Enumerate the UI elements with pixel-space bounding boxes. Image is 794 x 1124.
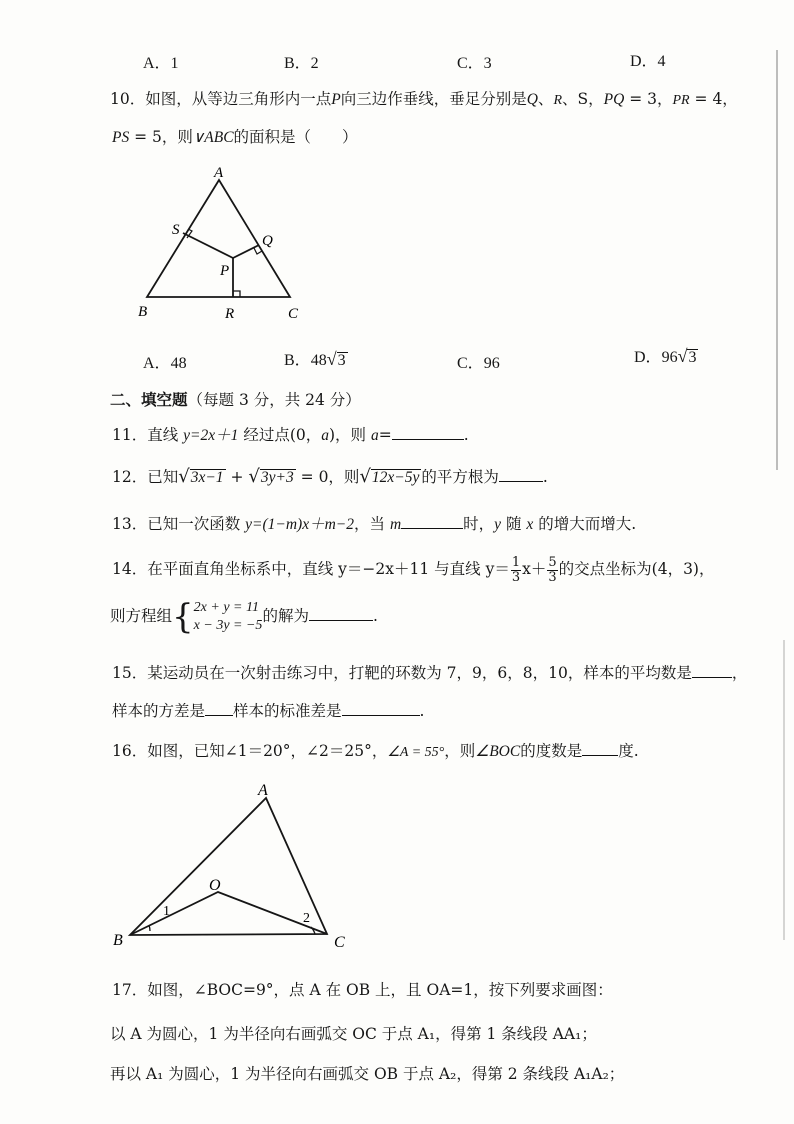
q13-text: 随 bbox=[501, 515, 527, 533]
q15-text: 15．某运动员在一次射击练习中，打靶的环数为 7，9，6，8，10，样本的平均数是 bbox=[112, 664, 692, 682]
option-value: 48 bbox=[170, 355, 187, 372]
section-heading bbox=[110, 388, 361, 410]
frac-denominator: 3 bbox=[511, 569, 521, 585]
q12-text: 12．已知 bbox=[112, 468, 179, 486]
label-q: Q bbox=[262, 233, 273, 249]
question-13 bbox=[112, 512, 636, 534]
q11-expression: y=2x＋1 bbox=[183, 427, 239, 444]
question-14-line2 bbox=[110, 597, 378, 638]
question-17-line3: 再以 A₁ 为圆心，1 为半径向右画弧交 OB 于点 A₂，得第 2 条线段 A₁A₂； bbox=[110, 1065, 625, 1083]
q11-eq: = bbox=[378, 426, 392, 444]
label-p: P bbox=[220, 263, 230, 279]
system-brace: { bbox=[172, 597, 194, 638]
answer-blank[interactable] bbox=[582, 740, 618, 756]
q15-end: . bbox=[419, 702, 425, 720]
q10-pq: PQ bbox=[603, 91, 625, 108]
radical-sign: √ bbox=[359, 466, 371, 487]
question-10-line2 bbox=[112, 125, 358, 147]
question-10-line1 bbox=[110, 87, 738, 109]
label-angle-1: 1 bbox=[163, 904, 170, 919]
q10-pq-value: = 3， bbox=[624, 90, 673, 108]
q13-text: 的增大而增大. bbox=[533, 515, 637, 533]
label-angle-2: 2 bbox=[303, 911, 310, 926]
q9-option-d: D．4 bbox=[630, 53, 666, 70]
q16-end: 度. bbox=[618, 742, 639, 760]
radicand-1: 3x−1 bbox=[190, 469, 224, 486]
frac-denominator: 3 bbox=[548, 569, 557, 585]
q10-point-p: P bbox=[331, 91, 341, 108]
q9-option-c: C．3 bbox=[457, 55, 492, 72]
radicand: 3 bbox=[337, 352, 346, 369]
question-16 bbox=[112, 739, 639, 761]
q13-var-y: y bbox=[494, 516, 502, 533]
q16-text: 16．如图，已知∠1＝20°，∠2＝25°， bbox=[112, 742, 388, 760]
answer-blank[interactable] bbox=[692, 662, 732, 678]
q11-text: 11．直线 bbox=[112, 426, 184, 444]
option-value: 96 bbox=[483, 355, 500, 372]
answer-blank[interactable] bbox=[342, 700, 420, 716]
option-value: 48 bbox=[310, 352, 327, 369]
q16-text: 的度数是 bbox=[520, 742, 583, 760]
q12-end: . bbox=[542, 468, 548, 486]
radicand-3: 12x−5y bbox=[371, 469, 420, 486]
option-letter: A． bbox=[143, 355, 171, 372]
q10-point-r: R bbox=[553, 93, 562, 108]
q13-text: ，当 bbox=[354, 515, 390, 533]
fraction-five-thirds bbox=[547, 556, 557, 584]
equation-system bbox=[194, 599, 263, 635]
q10-ps-value: = 5，则 bbox=[129, 128, 193, 146]
q14-text: 的解为 bbox=[262, 607, 309, 626]
q14-end: . bbox=[372, 607, 378, 626]
label-a: A bbox=[258, 782, 268, 799]
answer-blank[interactable] bbox=[309, 605, 373, 621]
q14-text: 则方程组 bbox=[110, 607, 173, 626]
q9-option-a: A．1 bbox=[143, 55, 179, 72]
q11-end: . bbox=[463, 426, 469, 444]
option-value: 96 bbox=[661, 349, 678, 366]
triangle-abc bbox=[130, 798, 327, 935]
q16-angle-boc: ∠BOC bbox=[475, 743, 521, 760]
question-12 bbox=[112, 465, 548, 487]
q10-ps: PS bbox=[112, 129, 130, 146]
radical-sign: √ bbox=[326, 349, 337, 369]
segment-ps bbox=[183, 233, 233, 258]
section-title: 二、填空题 bbox=[110, 390, 188, 409]
answer-blank[interactable] bbox=[401, 513, 463, 529]
radicand: 3 bbox=[688, 349, 697, 366]
q10-text: 10．如图，从等边三角形内一点 bbox=[110, 90, 332, 108]
q10-triangle-abc: ∨ABC bbox=[192, 129, 234, 146]
q12-text: = 0，则 bbox=[295, 468, 360, 486]
q10-option-c bbox=[457, 350, 500, 373]
label-b: B bbox=[138, 304, 148, 320]
equilateral-triangle-figure bbox=[130, 160, 310, 325]
q14-text: 14．在平面直角坐标系中，直线 y＝−2x＋11 与直线 y＝ bbox=[112, 560, 510, 579]
q10-option-d bbox=[634, 344, 698, 367]
q15-text: 样本的标准差是 bbox=[233, 702, 342, 720]
q11-var-a: a bbox=[321, 427, 329, 444]
question-17-line2: 以 A 为圆心，1 为半径向右画弧交 OC 于点 A₁，得第 1 条线段 AA₁； bbox=[110, 1025, 597, 1043]
q15-text: 样本的方差是 bbox=[112, 702, 206, 720]
radical-sign: √ bbox=[178, 466, 190, 487]
question-17-line1: 17．如图，∠BOC=9°，点 A 在 OB 上，且 OA=1，按下列要求画图： bbox=[112, 981, 613, 999]
scan-edge-line bbox=[783, 640, 785, 940]
label-o: O bbox=[209, 877, 221, 894]
q13-text: 13．已知一次函数 bbox=[112, 515, 246, 533]
q10-sep: 、S， bbox=[562, 90, 604, 108]
q11-var-a: a bbox=[370, 427, 379, 444]
fraction-one-third bbox=[511, 556, 521, 584]
label-c: C bbox=[288, 306, 299, 322]
q10-point-q: Q bbox=[526, 91, 538, 108]
scan-edge-line bbox=[776, 50, 778, 470]
q14-text: 的交点坐标为(4，3)， bbox=[558, 560, 715, 579]
q16-angle-a: ∠A = 55° bbox=[387, 745, 445, 760]
question-14-line1 bbox=[112, 556, 714, 584]
radical-sign: √ bbox=[248, 466, 260, 487]
option-letter: D． bbox=[634, 349, 662, 366]
q11-text: 经过点(0， bbox=[238, 426, 322, 444]
equation-2: x − 3y = −5 bbox=[193, 618, 263, 634]
angle-mark-1 bbox=[149, 925, 150, 931]
q13-text: 时， bbox=[463, 515, 495, 533]
label-s: S bbox=[172, 222, 180, 238]
q11-text: )，则 bbox=[328, 426, 371, 444]
option-letter: B． bbox=[284, 352, 311, 369]
q12-text: 的平方根为 bbox=[421, 468, 499, 486]
q10-sep: 、 bbox=[537, 90, 554, 108]
q10-pr-value: = 4， bbox=[689, 90, 738, 108]
question-11 bbox=[112, 423, 469, 445]
question-15-line2 bbox=[112, 699, 424, 721]
option-letter: C． bbox=[457, 355, 484, 372]
q15-text: ， bbox=[731, 664, 748, 682]
q14-text: x＋ bbox=[522, 560, 547, 579]
section-note: （每题 3 分，共 24 分） bbox=[187, 391, 361, 409]
segments-bo-oc bbox=[130, 892, 327, 935]
q13-var-m: m bbox=[389, 516, 402, 533]
label-r: R bbox=[225, 306, 235, 322]
q10-text: 向三边作垂线，垂足分别是 bbox=[340, 90, 527, 108]
q13-expression: y=(1−m)x＋m−2 bbox=[245, 516, 355, 533]
label-b: B bbox=[113, 932, 123, 949]
label-c: C bbox=[334, 934, 345, 951]
q10-option-b bbox=[284, 347, 348, 370]
q10-tail: 的面积是（ ） bbox=[233, 128, 358, 146]
equation-1: 2x + y = 11 bbox=[193, 600, 259, 615]
frac-numerator: 1 bbox=[511, 555, 521, 570]
q16-text: ，则 bbox=[444, 742, 476, 760]
q10-pr: PR bbox=[672, 93, 690, 108]
frac-numerator: 5 bbox=[548, 555, 557, 570]
question-15-line1 bbox=[112, 661, 747, 683]
q12-plus: + bbox=[225, 468, 249, 486]
triangle-boc-figure bbox=[105, 775, 365, 955]
q10-option-a bbox=[143, 350, 187, 373]
label-a: A bbox=[214, 165, 224, 181]
q13-var-x: x bbox=[526, 516, 534, 533]
q9-option-b: B．2 bbox=[284, 55, 319, 72]
answer-blank[interactable] bbox=[499, 466, 543, 482]
radical-sign: √ bbox=[677, 346, 688, 366]
answer-blank[interactable] bbox=[205, 700, 233, 716]
radicand-2: 3y+3 bbox=[260, 469, 294, 486]
answer-blank[interactable] bbox=[392, 424, 464, 440]
